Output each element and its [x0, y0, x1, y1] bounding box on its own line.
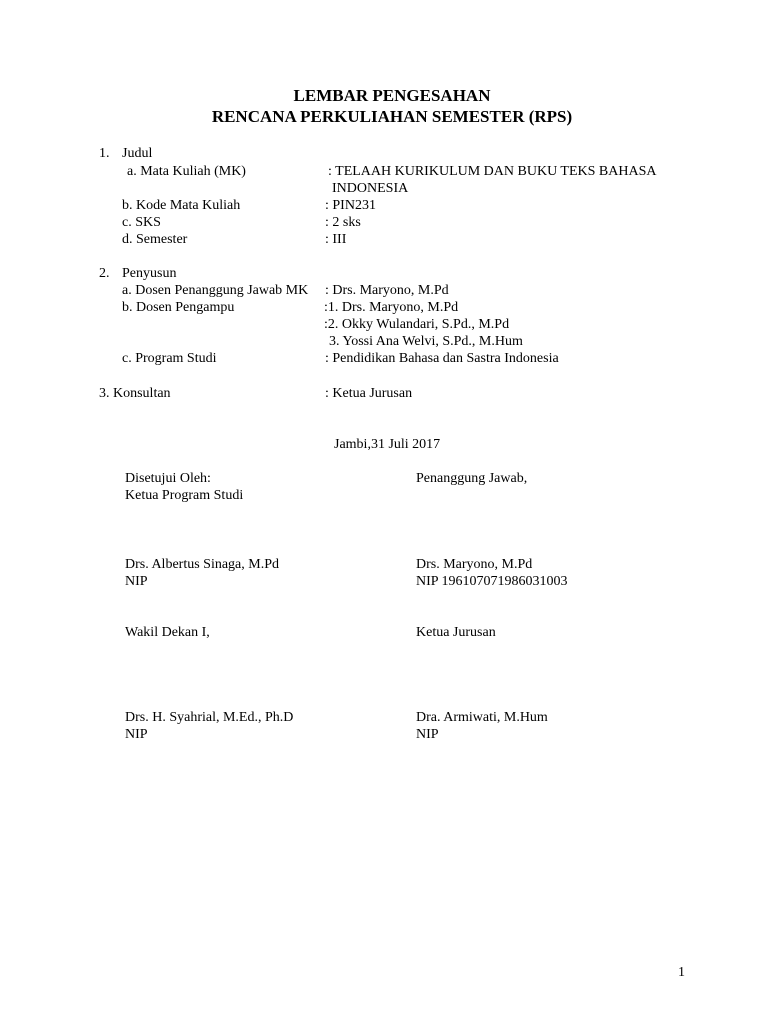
- dosen-pj-value: : Drs. Maryono, M.Pd: [325, 283, 449, 298]
- signatory-nip-right-2: NIP: [416, 727, 439, 742]
- title-line-2: RENCANA PERKULIAHAN SEMESTER (RPS): [211, 107, 573, 126]
- prodi-value: : Pendidikan Bahasa dan Sastra Indonesia: [325, 351, 559, 366]
- signatory-name-right-2: Dra. Armiwati, M.Hum: [416, 710, 548, 725]
- person-in-charge: Penanggung Jawab,: [416, 471, 528, 486]
- mata-kuliah-value-cont: INDONESIA: [332, 181, 409, 196]
- signatory-nip-left-2: NIP: [125, 727, 148, 742]
- mata-kuliah-label: a. Mata Kuliah (MK): [127, 164, 246, 179]
- vice-dean-role: Wakil Dekan I,: [125, 625, 210, 640]
- section-2-number: 2.: [99, 266, 110, 281]
- konsultan-label: 3. Konsultan: [99, 386, 171, 401]
- section-1-number: 1.: [99, 146, 110, 161]
- dosen-pengampu-label: b. Dosen Pengampu: [122, 300, 235, 315]
- head-study-program: Ketua Program Studi: [125, 488, 244, 503]
- konsultan-value: : Ketua Jurusan: [325, 386, 413, 401]
- title-line-1: LEMBAR PENGESAHAN: [293, 86, 491, 105]
- signatory-name-left-2: Drs. H. Syahrial, M.Ed., Ph.D: [125, 710, 294, 725]
- dosen-pj-label: a. Dosen Penanggung Jawab MK: [122, 283, 309, 298]
- signatory-nip-left-1: NIP: [125, 574, 148, 589]
- page-number: 1: [678, 965, 685, 980]
- signatory-nip-right-1: NIP 196107071986031003: [416, 574, 568, 589]
- kode-mk-value: : PIN231: [325, 198, 376, 213]
- dosen-pengampu-3: 3. Yossi Ana Welvi, S.Pd., M.Hum: [329, 334, 523, 349]
- dosen-pengampu-1: :1. Drs. Maryono, M.Pd: [324, 300, 459, 315]
- mata-kuliah-value: : TELAAH KURIKULUM DAN BUKU TEKS BAHASA: [328, 164, 657, 179]
- section-2-heading: Penyusun: [122, 266, 177, 281]
- approved-by: Disetujui Oleh:: [125, 471, 211, 486]
- sks-value: : 2 sks: [325, 215, 361, 230]
- kode-mk-label: b. Kode Mata Kuliah: [122, 198, 241, 213]
- semester-label: d. Semester: [122, 232, 188, 247]
- signatory-name-right-1: Drs. Maryono, M.Pd: [416, 557, 533, 572]
- signatory-name-left-1: Drs. Albertus Sinaga, M.Pd: [125, 557, 279, 572]
- sks-label: c. SKS: [122, 215, 161, 230]
- semester-value: : III: [325, 232, 347, 247]
- prodi-label: c. Program Studi: [122, 351, 217, 366]
- head-department-role: Ketua Jurusan: [416, 625, 496, 640]
- place-date: Jambi,31 Juli 2017: [334, 437, 441, 452]
- dosen-pengampu-2: :2. Okky Wulandari, S.Pd., M.Pd: [324, 317, 510, 332]
- section-1-heading: Judul: [122, 146, 153, 161]
